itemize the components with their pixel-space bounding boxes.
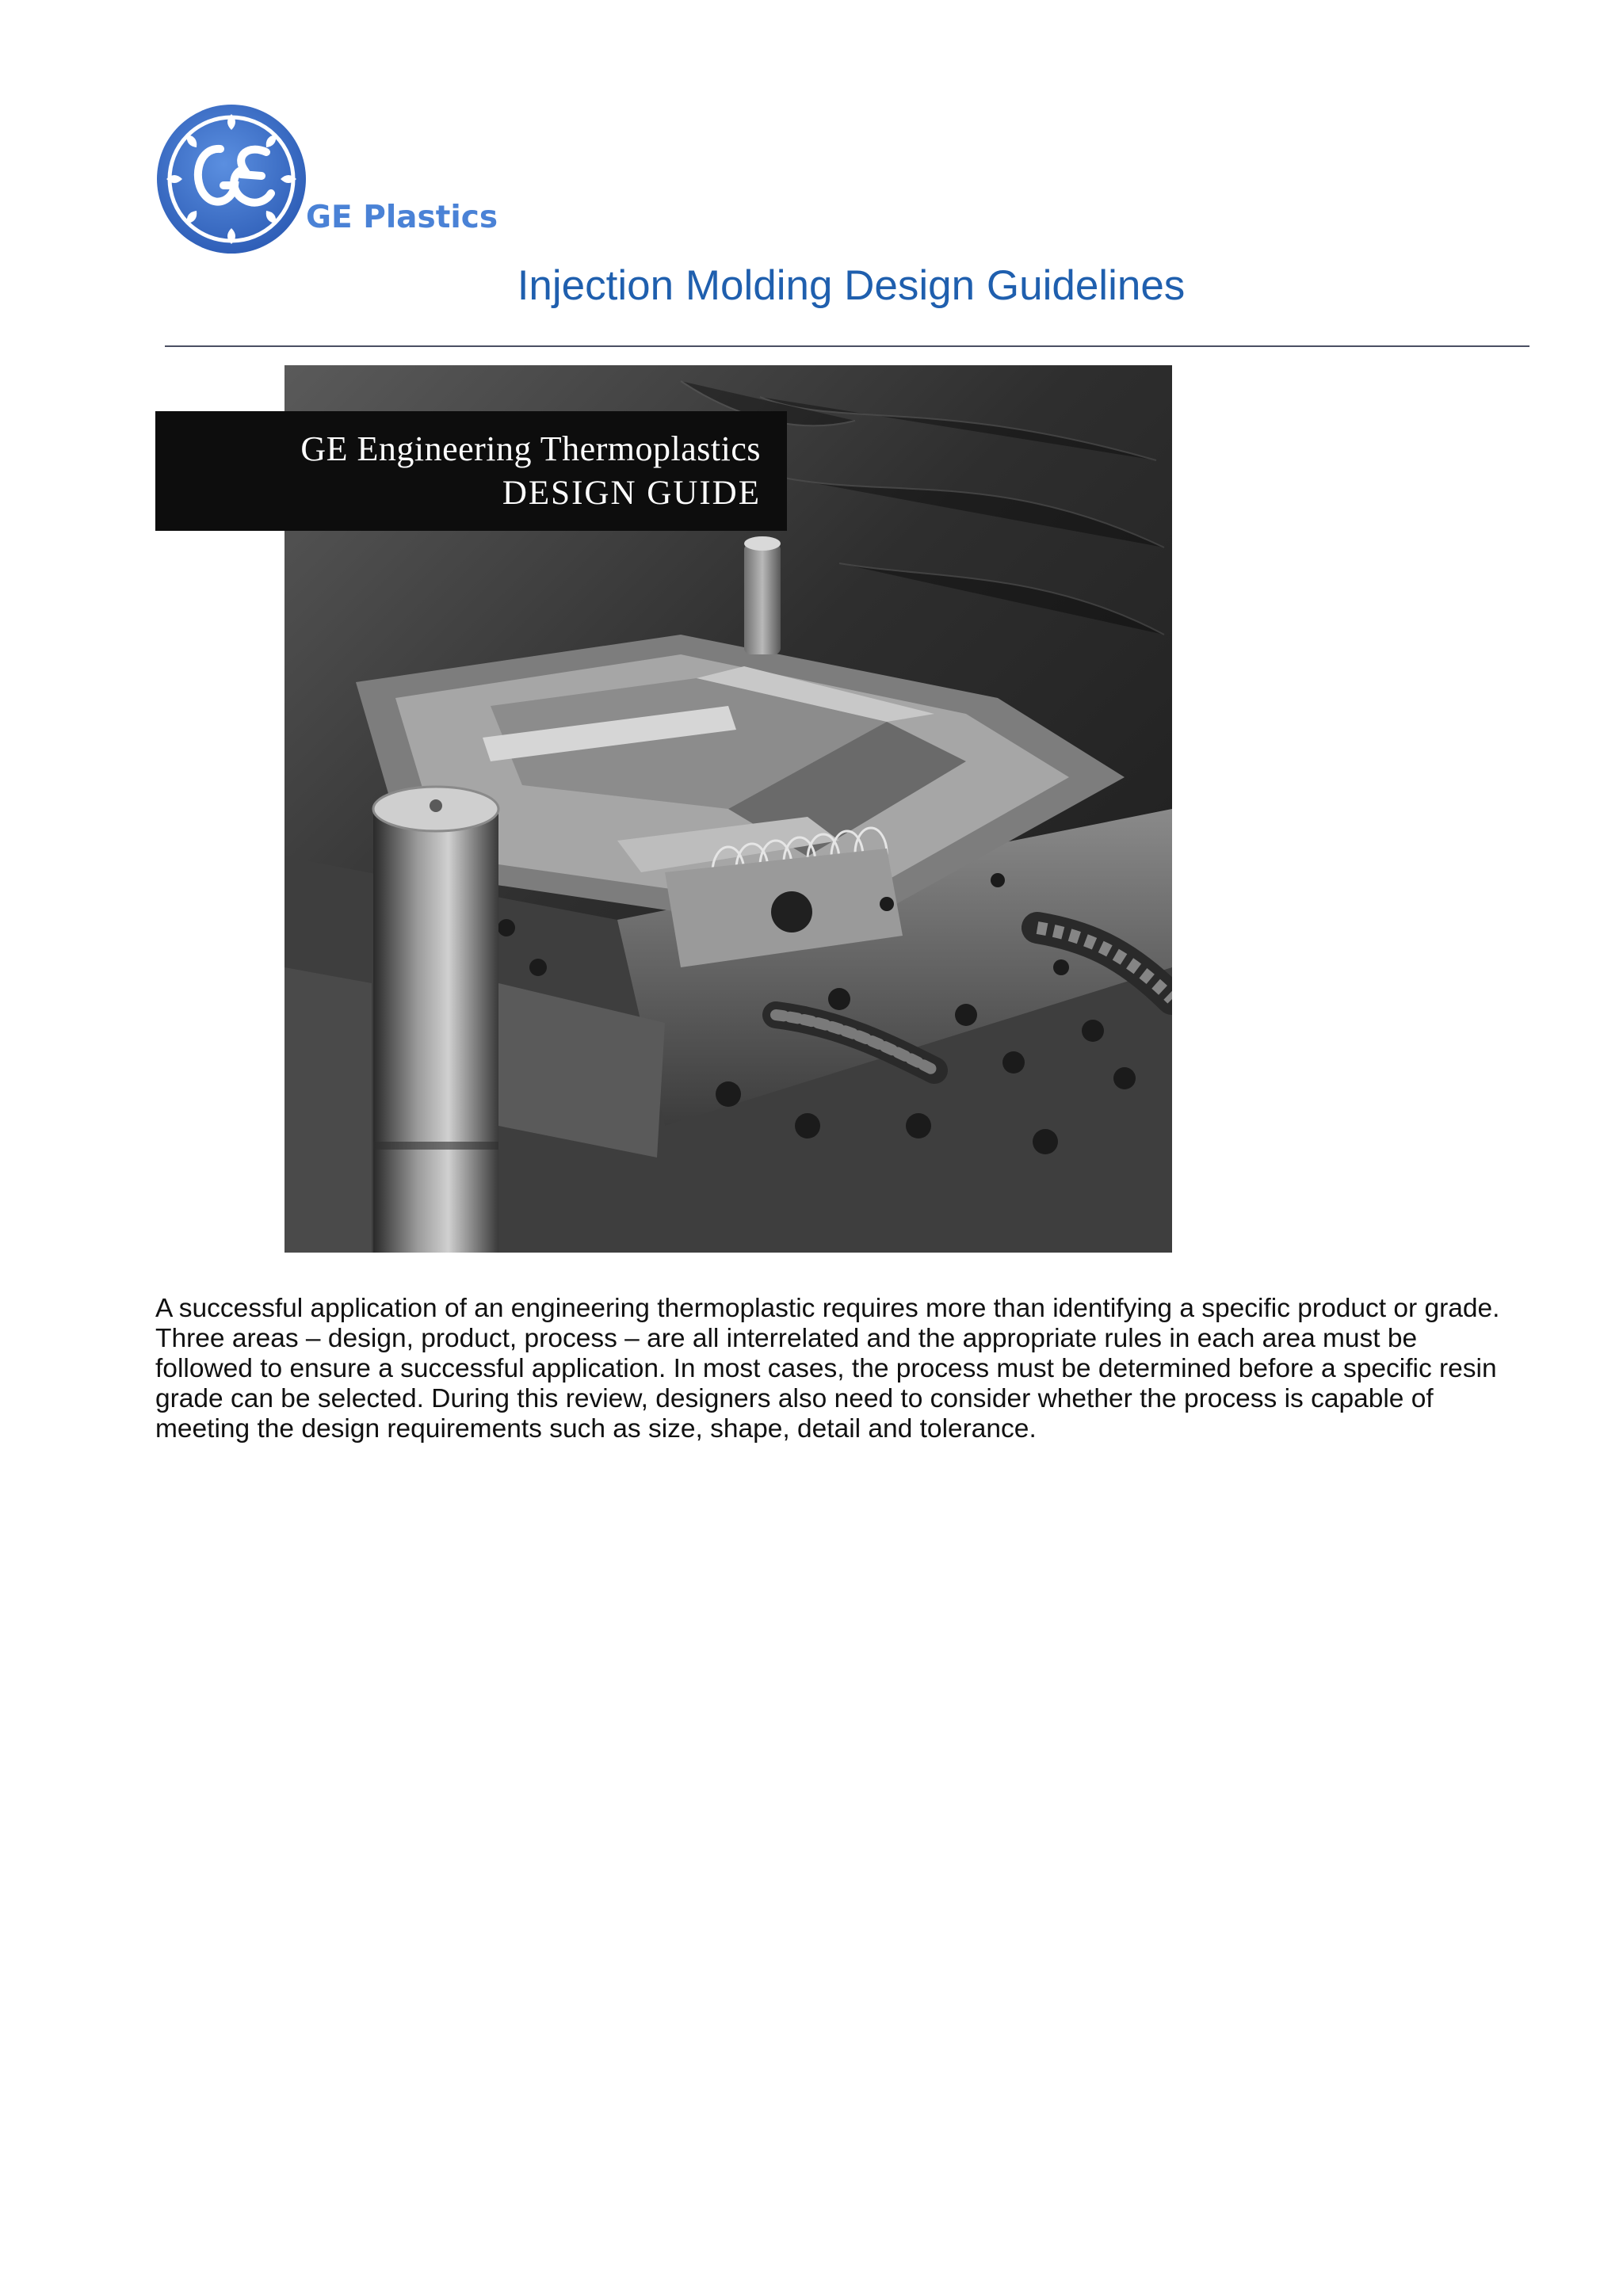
paragraph-line: Three areas – design, product, process – are all interrelated and the appropriate rules in each area must be <box>155 1324 1418 1353</box>
paragraph-line: A successful application of an engineering thermoplastic requires more than identifying a specific product or grade. <box>155 1294 1500 1323</box>
ge-monogram-logo-icon <box>155 103 307 255</box>
header-logo-block <box>155 103 498 261</box>
paragraph-line: meeting the design requirements such as size, shape, detail and tolerance. <box>155 1414 1037 1444</box>
paragraph-line: followed to ensure a successful application. In most cases, the process must be determined before a specific resin <box>155 1354 1497 1383</box>
header-divider <box>165 345 1529 347</box>
cover-title-line2: DESIGN GUIDE <box>502 475 761 512</box>
page-title: Injection Molding Design Guidelines <box>517 262 1186 309</box>
paragraph-line: grade can be selected. During this review, designers also need to consider whether the process is capable of <box>155 1384 1434 1413</box>
cover-title-banner <box>155 411 787 531</box>
company-name: GE Plastics <box>306 200 498 235</box>
intro-paragraph <box>155 1294 1550 1444</box>
cover-title-line1: GE Engineering Thermoplastics <box>300 429 761 468</box>
